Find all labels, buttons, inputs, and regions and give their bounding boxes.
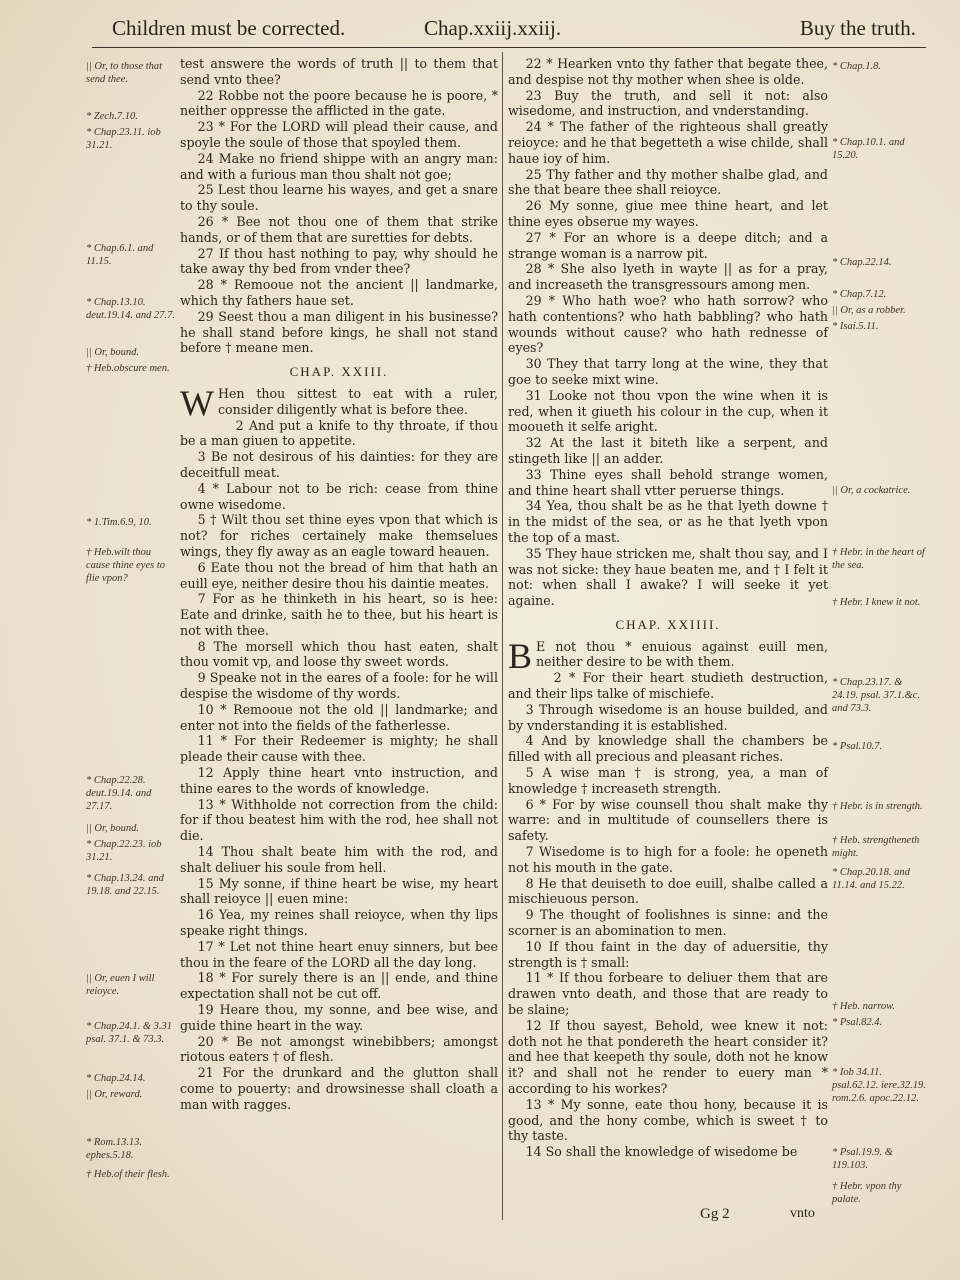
verse: 26 My sonne, giue mee thine heart, and let thine eyes obserue my wayes. xyxy=(508,198,828,229)
margin-note: * Rom.13.13. ephes.5.18. xyxy=(86,1137,142,1161)
verse-text: Hen thou sittest to eat with a ruler, consider diligently what is before thee. xyxy=(217,385,498,417)
margin-note: || Or, a cockatrice. xyxy=(832,485,911,496)
left-column xyxy=(180,56,498,1113)
verse: 20 * Be not amongst winebibbers; amongst riotous eaters † of flesh. xyxy=(180,1033,498,1065)
margin-note: † Hebr. in the heart of the sea. xyxy=(832,547,925,571)
margin-note: || Or, bound. xyxy=(86,823,140,834)
verse: 15 My sonne, if thine heart be wise, my heart shall reioyce || euen mine: xyxy=(180,875,498,907)
verse: 23 Buy the truth, and sell it not: also wisedome, and instruction, and vnderstanding. xyxy=(508,87,828,119)
drop-cap: B xyxy=(508,635,533,676)
margin-note: * Chap.1.8. xyxy=(832,61,882,72)
verse: 11 * If thou forbeare to deliuer them that are drawen vnto death, and those that are ready to be slaine; xyxy=(508,970,828,1018)
margin-note: † Heb. strengtheneth might. xyxy=(832,835,920,859)
catchword: vnto xyxy=(790,1206,815,1221)
drop-cap: W xyxy=(180,382,214,423)
margin-note: || Or, euen I will reioyce. xyxy=(86,973,155,997)
verse: 27 * For an whore is a deepe ditch; and a strange woman is a narrow pit. xyxy=(508,229,828,261)
chapter-heading: CHAP. XXIII. xyxy=(289,364,389,380)
verse: 12 Apply thine heart vnto instruction, and thine eares to the words of knowledge. xyxy=(180,765,498,796)
verse: 34 Yea, thou shalt be as he that lyeth downe † in the midst of the sea, or as he that lyeth vpon the top of a mast. xyxy=(508,498,828,545)
verse: 29 Seest thou a man diligent in his businesse? he shall stand before kings, he shall not stand before † meane men. xyxy=(180,308,498,356)
running-head-left: Children must be corrected. xyxy=(112,16,346,40)
verse: 18 * For surely there is an || ende, and thine expectation shall not be cut off. xyxy=(180,970,498,1002)
verse: 4 And by knowledge shall the chambers be filled with all precious and pleasant riches. xyxy=(508,733,828,765)
verse: 22 Robbe not the poore because he is poore, * neither oppresse the afflicted in the gate. xyxy=(180,87,498,119)
margin-note: * Chap.20.18. and 11.14. and 15.22. xyxy=(832,867,910,891)
margin-note: * Psal.19.9. & 119.103. xyxy=(832,1147,893,1171)
verse: 28 * She also lyeth in wayte || as for a pray, and increaseth the transgressours among men. xyxy=(508,261,828,293)
verse: 14 Thou shalt beate him with the rod, and shalt deliuer his soule from hell. xyxy=(180,844,498,875)
margin-note: † Heb.obscure men. xyxy=(86,363,170,374)
verse: 32 At the last it biteth like a serpent, and stingeth like || an adder. xyxy=(508,435,828,466)
verse: 21 For the drunkard and the glutton shall come to pouerty: and drowsinesse shall cloath a man with ragges. xyxy=(180,1065,498,1112)
verse: 2 And put a knife to thy throate, if thou be a man giuen to appetite. xyxy=(180,417,498,449)
margin-note: * Psal.82.4. xyxy=(832,1017,883,1028)
verse: 3 Be not desirous of his dainties: for they are deceitfull meat. xyxy=(180,449,498,480)
verse: 27 If thou hast nothing to pay, why should he take away thy bed from vnder thee? xyxy=(180,245,498,277)
verse: 3 Through wisedome is an house builded, and by vnderstanding it is established. xyxy=(508,701,828,733)
verse: 19 Heare thou, my sonne, and bee wise, and guide thine heart in the way. xyxy=(180,1002,498,1033)
verse: 24 * The father of the righteous shall greatly reioyce: and he that begetteth a wise childe, shall haue ioy of him. xyxy=(508,119,828,166)
verse: 9 The thought of foolishnes is sinne: and the scorner is an abomination to men. xyxy=(508,907,828,939)
margin-note: * Iob 34.11. psal.62.12. iere.32.19. rom.2.6. apoc.22.12. xyxy=(832,1067,926,1104)
margin-note: * Chap.23.17. & 24.19. psal. 37.1.&c. and 73.3. xyxy=(832,677,921,714)
margin-note: † Hebr. vpon thy palate. xyxy=(832,1181,902,1205)
verse: 33 Thine eyes shall behold strange women, and thine heart shall vtter peruerse things. xyxy=(508,466,828,498)
verse: 5 A wise man † is strong, yea, a man of knowledge † increaseth strength. xyxy=(508,765,828,796)
margin-note: || Or, bound. xyxy=(86,347,140,358)
margin-note: * Chap.13.10. deut.19.14. and 27.7. xyxy=(86,297,175,321)
margin-note: * Chap.22.14. xyxy=(832,257,892,268)
verse: 2 * For their heart studieth destruction, and their lips talke of mischiefe. xyxy=(508,670,828,702)
verse: 14 So shall the knowledge of wisedome be xyxy=(525,1144,798,1160)
verse: 31 Looke not thou vpon the wine when it is red, when it giueth his colour in the cup, when it mooueth it selfe aright. xyxy=(508,387,828,435)
verse: 17 * Let not thine heart enuy sinners, but bee thou in the feare of the LORD all the day long. xyxy=(180,938,498,970)
verse: 28 * Remooue not the ancient || landmarke, which thy fathers haue set. xyxy=(180,277,498,308)
verse: 8 The morsell which thou hast eaten, shalt thou vomit vp, and loose thy sweet words. xyxy=(180,638,498,670)
margin-note: * Chap.13.24. and 19.18. and 22.15. xyxy=(86,873,164,897)
margin-note: * Chap.23.11. iob 31.21. xyxy=(86,127,161,151)
verse: 7 Wisedome is to high for a foole: he openeth not his mouth in the gate. xyxy=(508,844,828,875)
running-head-chapter: Chap.xxiij.xxiij. xyxy=(424,16,562,40)
margin-note: || Or, reward. xyxy=(86,1089,143,1100)
verse: 24 Make no friend shippe with an angry man: and with a furious man thou shalt not goe; xyxy=(180,150,498,182)
verse: 10 * Remooue not the old || landmarke; and enter not into the fields of the fatherlesse. xyxy=(180,701,498,733)
verse: 10 If thou faint in the day of aduersitie, thy strength is † small: xyxy=(508,938,828,970)
verse: 4 * Labour not to be rich: cease from thine owne wisedome. xyxy=(180,480,498,512)
verse: 6 Eate thou not the bread of him that hath an euill eye, neither desire thou his daintie meates. xyxy=(180,559,498,591)
verse: 6 * For by wise counsell thou shalt make thy warre: and in multitude of counsellers there is safety. xyxy=(508,796,828,844)
margin-note: † Heb. narrow. xyxy=(832,1001,895,1012)
verse-text: E not thou * enuious against euill men, neither desire to be with them. xyxy=(536,638,828,670)
verse: 13 * My sonne, eate thou hony, because it is good, and the hony combe, which is sweet † to thy taste. xyxy=(508,1096,828,1144)
verse: 25 Thy father and thy mother shalbe glad, and she that beare thee shall reioyce. xyxy=(508,166,828,198)
margin-note: † Heb.of their flesh. xyxy=(86,1169,170,1180)
verse: 8 He that deuiseth to doe euill, shalbe called a mischieuous person. xyxy=(508,875,828,907)
margin-note: † Hebr. I knew it not. xyxy=(832,597,921,608)
verse: test answere the words of truth || to them that send vnto thee? xyxy=(180,56,498,87)
margin-note: † Heb.wilt thou cause thine eyes to flie vpon? xyxy=(86,547,166,584)
margin-note: * Chap.24.14. xyxy=(86,1073,146,1084)
running-head xyxy=(112,16,920,46)
margin-note: * Chap.6.1. and 11.15. xyxy=(86,243,154,267)
verse: 29 * Who hath woe? who hath sorrow? who hath contentions? who hath babbling? who hath wounds without cause? who hath rednesse of eyes? xyxy=(508,292,828,356)
verse: 12 If thou sayest, Behold, wee knew it not: doth not he that pondereth the heart consider it? and hee that keepeth thy soule, doth not he know it? and shall not he render to euery man * according to his workes? xyxy=(508,1017,828,1096)
verse: 13 * Withholde not correction from the child: for if thou beatest him with the rod, hee shall not die. xyxy=(180,796,498,844)
signature-mark: Gg 2 xyxy=(700,1206,730,1222)
verse: 23 * For the LORD will plead their cause, and spoyle the soule of those that spoyled them. xyxy=(180,119,498,150)
verse: 7 For as he thinketh in his heart, so is hee: Eate and drinke, saith he to thee, but his heart is not with thee. xyxy=(180,591,498,638)
column-divider xyxy=(502,52,503,1220)
margin-note: * Chap.22.23. iob 31.21. xyxy=(86,839,162,863)
chapter-first-verse xyxy=(180,382,498,423)
margin-note: || Or, as a robber. xyxy=(832,305,906,316)
margin-note: * Psal.10.7. xyxy=(832,741,883,752)
verse: 22 * Hearken vnto thy father that begate thee, and despise not thy mother when shee is olde. xyxy=(508,56,828,87)
verse: 26 * Bee not thou one of them that strike hands, or of them that are suretties for debts. xyxy=(180,213,498,245)
chapter-heading: CHAP. XXIIII. xyxy=(615,616,721,632)
right-column xyxy=(508,56,828,1160)
margin-note: || Or, to those that send thee. xyxy=(86,61,163,85)
verse: 5 † Wilt thou set thine eyes vpon that which is not? for riches certainely make themselues wings, they fly away as an eagle toward heauen. xyxy=(180,512,498,559)
margin-note: * Chap.24.1. & 3.31 psal. 37.1. & 73.3. xyxy=(86,1021,173,1045)
verse: 25 Lest thou learne his wayes, and get a snare to thy soule. xyxy=(180,182,498,214)
verse: 16 Yea, my reines shall reioyce, when thy lips speake right things. xyxy=(180,907,498,939)
verse: 11 * For their Redeemer is mighty; he shall pleade their cause with thee. xyxy=(180,733,498,765)
margin-note: * Isai.5.11. xyxy=(832,321,879,332)
header-rule xyxy=(92,47,926,48)
verse: 35 They haue stricken me, shalt thou say, and I was not sicke: they haue beaten me, and † I felt it not: when shall I awake? I will seeke it yet againe. xyxy=(508,545,828,609)
verse: 30 They that tarry long at the wine, they that goe to seeke mixt wine. xyxy=(508,356,828,387)
margin-note: * 1.Tim.6.9, 10. xyxy=(86,517,152,528)
running-head-right: Buy the truth. xyxy=(799,16,916,40)
chapter-first-verse xyxy=(508,635,828,676)
margin-note: * Chap.10.1. and 15.20. xyxy=(832,137,905,161)
margin-note: * Chap.22.28. deut.19.14. and 27.17. xyxy=(86,775,152,812)
verse: 9 Speake not in the eares of a foole: for he will despise the wisdome of thy words. xyxy=(180,670,498,702)
margin-note: * Chap.7.12. xyxy=(832,289,887,300)
margin-note: † Hebr. is in strength. xyxy=(832,801,923,812)
margin-note: * Zech.7.10. xyxy=(86,111,138,122)
